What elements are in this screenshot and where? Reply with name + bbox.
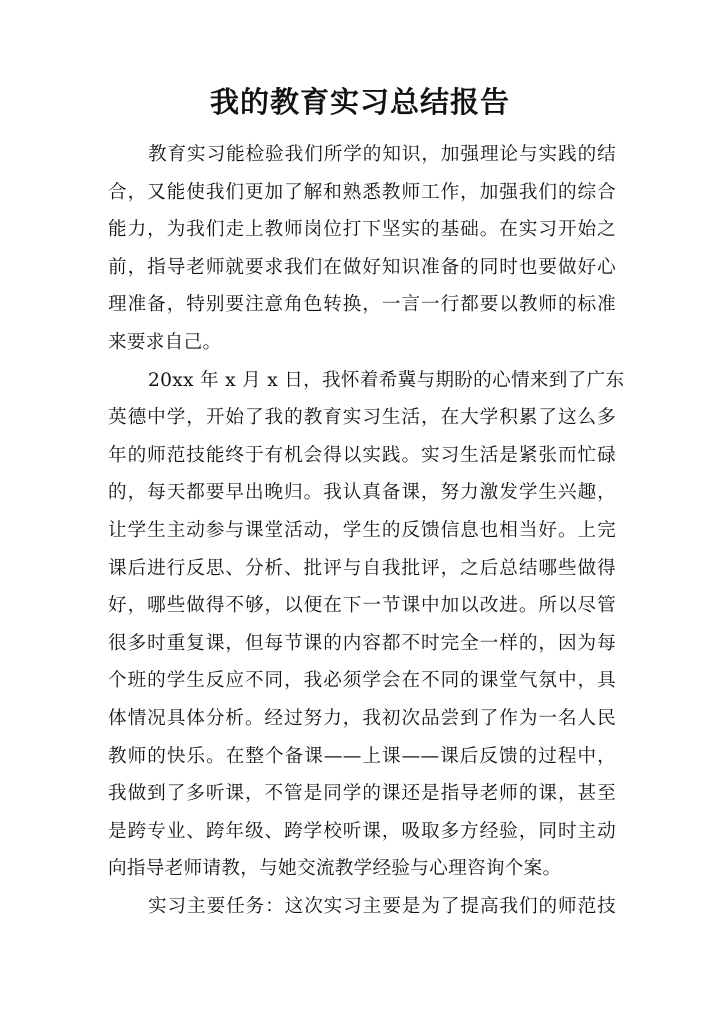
text-line: 是跨专业、跨年级、跨学校听课，吸取多方经验，同时主动 xyxy=(108,820,616,842)
text-line: 个班的学生反应不同，我必须学会在不同的课堂气氛中，具 xyxy=(108,670,616,692)
text-line: 能力，为我们走上教师岗位打下坚实的基础。在实习开始之 xyxy=(108,219,616,241)
text-line: 很多时重复课，但每节课的内容都不时完全一样的，因为每 xyxy=(108,632,616,654)
text-line: 年的师范技能终于有机会得以实践。实习生活是紧张而忙碌 xyxy=(108,444,616,466)
text-line: 20xx 年 x 月 x 日，我怀着希冀与期盼的心情来到了广东 xyxy=(148,369,625,391)
text-line: 好，哪些做得不够，以便在下一节课中加以改进。所以尽管 xyxy=(108,595,616,617)
text-line: 向指导老师请教，与她交流教学经验与心理咨询个案。 xyxy=(108,858,562,880)
text-line: 教师的快乐。在整个备课——上课——课后反馈的过程中， xyxy=(108,745,616,767)
paragraph-2 xyxy=(108,362,625,888)
text-line: 课后进行反思、分析、批评与自我批评，之后总结哪些做得 xyxy=(108,557,616,579)
paragraph-3 xyxy=(108,888,616,926)
text-line: 理准备，特别要注意角色转换，一言一行都要以教师的标准 xyxy=(108,294,616,316)
text-line: 的，每天都要早出晚归。我认真备课，努力激发学生兴趣， xyxy=(108,482,616,504)
text-line: 英德中学，开始了我的教育实习生活，在大学积累了这么多 xyxy=(108,407,616,429)
text-line: 教育实习能检验我们所学的知识，加强理论与实践的结 xyxy=(148,144,616,165)
text-line: 来要求自己。 xyxy=(108,331,222,353)
document-title: 我的教育实习总结报告 xyxy=(209,85,510,119)
text-line: 我做到了多听课，不管是同学的课还是指导老师的课，甚至 xyxy=(108,783,616,805)
text-line: 让学生主动参与课堂活动，学生的反馈信息也相当好。上完 xyxy=(108,519,616,541)
document-body xyxy=(108,136,625,925)
text-line: 实习主要任务：这次实习主要是为了提高我们的师范技 xyxy=(148,895,616,917)
text-line: 体情况具体分析。经过努力，我初次品尝到了作为一名人民 xyxy=(108,707,616,729)
text-line: 前，指导老师就要求我们在做好知识准备的同时也要做好心 xyxy=(108,256,616,278)
paragraph-1 xyxy=(108,136,616,362)
text-line: 合，又能使我们更加了解和熟悉教师工作，加强我们的综合 xyxy=(108,181,616,203)
